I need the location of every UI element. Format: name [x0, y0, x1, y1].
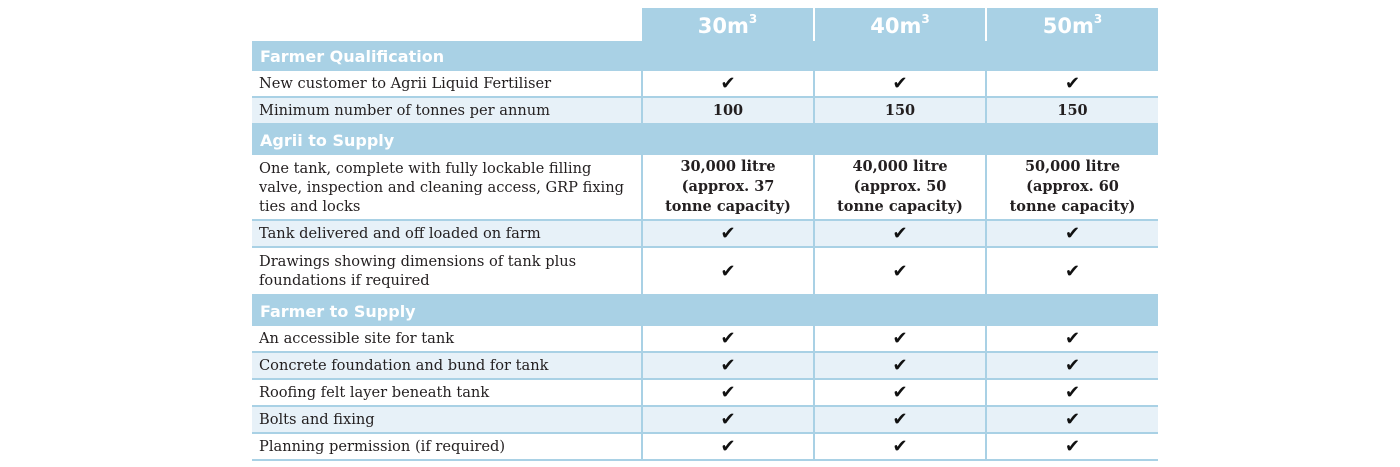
table-row: [252, 326, 1158, 352]
capacity-line: 50,000 litre: [1024, 158, 1121, 175]
check-icon: ✔: [642, 220, 814, 247]
check-icon: ✔: [642, 71, 814, 97]
table-row: [252, 247, 1158, 295]
row-label-line: ties and locks: [259, 197, 361, 215]
row-label-line: Drawings showing dimensions of tank plus: [259, 253, 577, 270]
column-header-50: $50m^3$: [986, 8, 1158, 41]
check-icon: ✔: [986, 71, 1158, 97]
capacity-line: 30,000 litre: [680, 158, 776, 175]
check-icon: ✔: [986, 433, 1158, 460]
table-row: [252, 406, 1158, 433]
section-title: Farmer Qualification: [252, 41, 1158, 71]
row-label: Bolts and fixing: [252, 406, 642, 433]
check-icon: ✔: [642, 406, 814, 433]
check-icon: ✔: [642, 326, 814, 352]
row-label-line: foundations if required: [259, 272, 430, 289]
row-label: An accessible site for tank: [252, 326, 642, 352]
check-icon: ✔: [986, 247, 1158, 295]
min-tonnes-value: 100: [642, 97, 814, 124]
check-icon: ✔: [814, 406, 986, 433]
section-title: Farmer to Supply: [252, 295, 1158, 326]
row-label-line: One tank, complete with fully lockable filling: [259, 159, 592, 177]
column-header-40: $40m^3$: [814, 8, 986, 41]
tank-capacity-value: [642, 155, 814, 220]
row-label: New customer to Agrii Liquid Fertiliser: [252, 71, 642, 97]
comparison-table: [252, 8, 1158, 461]
capacity-line: 40,000 litre: [852, 158, 948, 175]
check-icon: ✔: [986, 379, 1158, 406]
row-label: Planning permission (if required): [252, 433, 642, 460]
capacity-line: (approx. 60: [1026, 178, 1119, 195]
check-icon: ✔: [986, 326, 1158, 352]
capacity-line: (approx. 37: [681, 178, 775, 195]
tank-capacity-value: [986, 155, 1158, 220]
check-icon: ✔: [814, 326, 986, 352]
check-icon: ✔: [814, 220, 986, 247]
check-icon: ✔: [642, 352, 814, 379]
capacity-line: tonne capacity): [1009, 198, 1136, 215]
check-icon: ✔: [642, 247, 814, 295]
check-icon: ✔: [986, 406, 1158, 433]
section-header-farmer-qualification: [252, 41, 1158, 71]
header-row: [252, 8, 1158, 41]
header-blank-cell: [252, 8, 642, 41]
section-title: Agrii to Supply: [252, 124, 1158, 155]
column-header-30: $30m^3$: [642, 8, 814, 41]
table-row: [252, 71, 1158, 97]
capacity-line: tonne capacity): [665, 198, 791, 215]
min-tonnes-value: 150: [986, 97, 1158, 124]
row-label: [252, 247, 642, 295]
table-row: [252, 352, 1158, 379]
capacity-line: (approx. 50: [853, 178, 947, 195]
check-icon: ✔: [814, 247, 986, 295]
table-row: [252, 379, 1158, 406]
section-header-farmer-to-supply: [252, 295, 1158, 326]
min-tonnes-value: 150: [814, 97, 986, 124]
table-row: [252, 220, 1158, 247]
row-label: Concrete foundation and bund for tank: [252, 352, 642, 379]
table-row: [252, 155, 1158, 220]
row-label: Roofing felt layer beneath tank: [252, 379, 642, 406]
check-icon: ✔: [986, 220, 1158, 247]
check-icon: ✔: [642, 433, 814, 460]
tank-capacity-value: [814, 155, 986, 220]
check-icon: ✔: [814, 352, 986, 379]
row-label: Minimum number of tonnes per annum: [252, 97, 642, 124]
capacity-line: tonne capacity): [837, 198, 963, 215]
row-label: Tank delivered and off loaded on farm: [252, 220, 642, 247]
row-label: [252, 155, 642, 220]
check-icon: ✔: [814, 433, 986, 460]
check-icon: ✔: [814, 71, 986, 97]
check-icon: ✔: [642, 379, 814, 406]
table-row: [252, 97, 1158, 124]
table-row: [252, 433, 1158, 460]
check-icon: ✔: [814, 379, 986, 406]
check-icon: ✔: [986, 352, 1158, 379]
row-label-line: valve, inspection and cleaning access, GRP fixing: [259, 178, 624, 196]
section-header-agrii-to-supply: [252, 124, 1158, 155]
